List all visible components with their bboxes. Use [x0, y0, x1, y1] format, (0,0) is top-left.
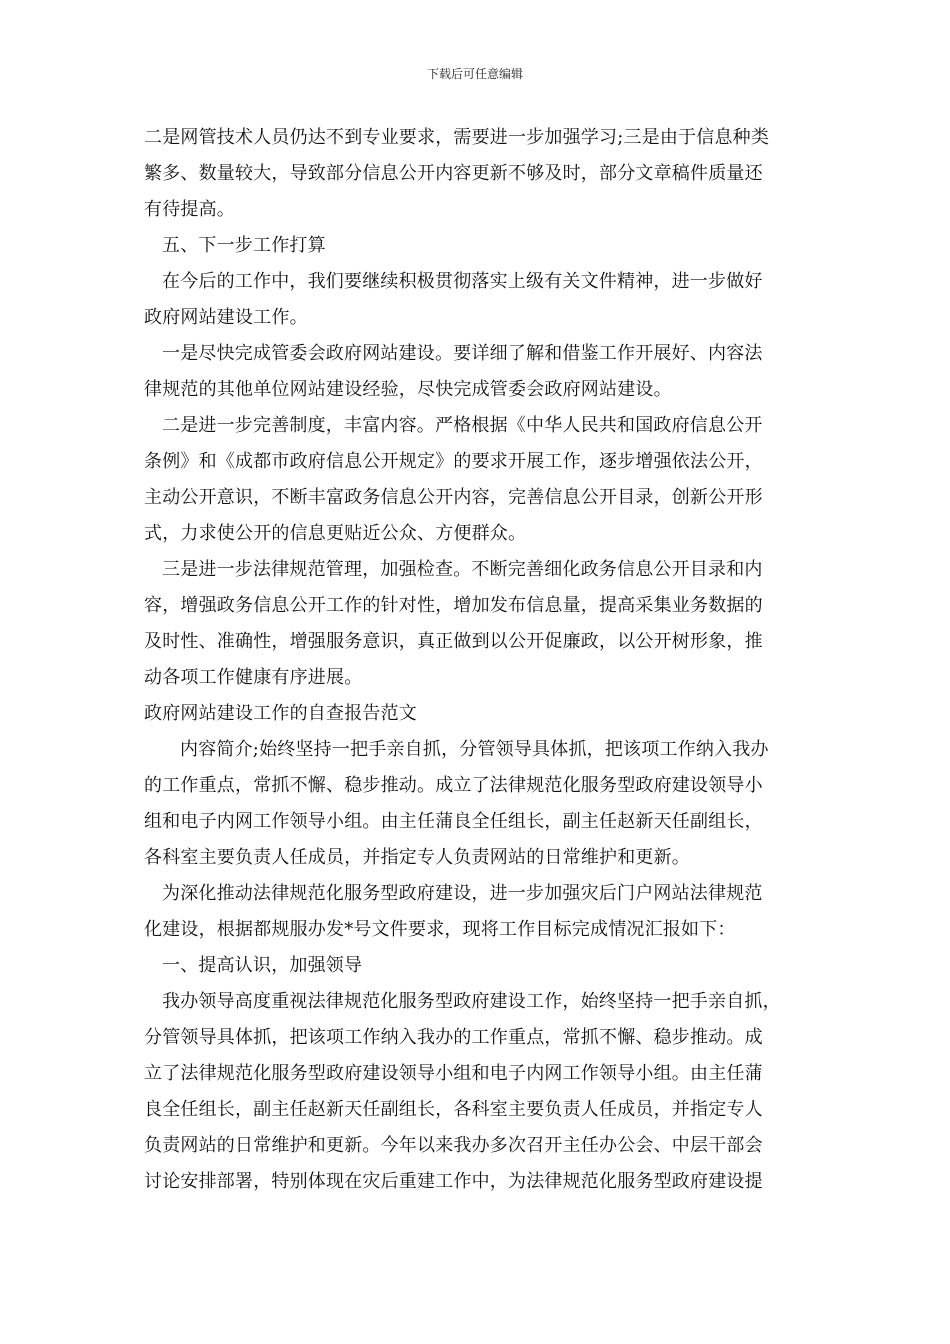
text-line: 及时性、准确性，增强服务意识，真正做到以公开促廉政，以公开树形象，推	[144, 631, 763, 652]
text-line: 良全任组长，副主任赵新天任副组长，各科室主要负责人任成员，并指定专人	[144, 1099, 763, 1120]
text-line: 一是尽快完成管委会政府网站建设。要详细了解和借鉴工作开展好、内容法	[162, 343, 763, 364]
paragraph	[144, 948, 808, 984]
text-line: 三是进一步法律规范管理，加强检查。不断完善细化政务信息公开目录和内	[162, 559, 763, 580]
text-line: 二是网管技术人员仍达不到专业要求，需要进一步加强学习;三是由于信息种类	[144, 127, 770, 148]
text-line: 讨论安排部署，特别体现在灾后重建工作中，为法律规范化服务型政府建设提	[144, 1171, 763, 1192]
text-line: 为深化推动法律规范化服务型政府建设，进一步加强灾后门户网站法律规范	[162, 883, 763, 904]
text-line: 条例》和《成都市政府信息公开规定》的要求开展工作，逐步增强依法公开，	[144, 451, 763, 472]
text-line: 负责网站的日常维护和更新。今年以来我办多次召开主任办公会、中层干部会	[144, 1135, 763, 1156]
text-line: 政府网站建设工作的自查报告范文	[144, 703, 417, 724]
text-line: 立了法律规范化服务型政府建设领导小组和电子内网工作领导小组。由主任蒲	[144, 1063, 763, 1084]
text-line: 内容简介;始终坚持一把手亲自抓，分管领导具体抓，把该项工作纳入我办	[180, 739, 769, 760]
text-line: 各科室主要负责人任成员，并指定专人负责网站的日常维护和更新。	[144, 847, 690, 868]
text-line: 组和电子内网工作领导小组。由主任蒲良全任组长，副主任赵新天任副组长，	[144, 811, 763, 832]
text-line: 二是进一步完善制度，丰富内容。严格根据《中华人民共和国政府信息公开	[162, 415, 763, 436]
paragraph	[144, 228, 808, 264]
text-line: 五、下一步工作打算	[162, 235, 326, 256]
text-line: 一、提高认识，加强领导	[162, 955, 363, 976]
text-line: 有待提高。	[144, 199, 235, 220]
paragraph	[144, 336, 808, 408]
document-body	[144, 120, 808, 1200]
text-line: 我办领导高度重视法律规范化服务型政府建设工作，始终坚持一把手亲自抓，	[162, 991, 781, 1012]
paragraph	[144, 120, 808, 228]
paragraph	[144, 732, 808, 876]
text-line: 的工作重点，常抓不懈、稳步推动。成立了法律规范化服务型政府建设领导小	[144, 775, 763, 796]
paragraph	[144, 552, 808, 696]
paragraph	[144, 264, 808, 336]
text-line: 式，力求使公开的信息更贴近公众、方便群众。	[144, 523, 527, 544]
text-line: 繁多、数量较大，导致部分信息公开内容更新不够及时，部分文章稿件质量还	[144, 163, 763, 184]
text-line: 动各项工作健康有序进展。	[144, 667, 363, 688]
text-line: 政府网站建设工作。	[144, 307, 308, 328]
page-header: 下载后可任意编辑	[426, 67, 523, 81]
text-line: 分管领导具体抓，把该项工作纳入我办的工作重点，常抓不懈、稳步推动。成	[144, 1027, 763, 1048]
text-line: 化建设，根据都规服办发*号文件要求，现将工作目标完成情况汇报如下：	[144, 919, 736, 940]
paragraph	[144, 408, 808, 552]
paragraph	[144, 876, 808, 948]
paragraph	[144, 984, 808, 1200]
paragraph	[144, 696, 808, 732]
text-line: 律规范的其他单位网站建设经验，尽快完成管委会政府网站建设。	[144, 379, 672, 400]
text-line: 容，增强政务信息公开工作的针对性，增加发布信息量，提高采集业务数据的	[144, 595, 763, 616]
text-line: 在今后的工作中，我们要继续积极贯彻落实上级有关文件精神，进一步做好	[162, 271, 763, 292]
text-line: 主动公开意识，不断丰富政务信息公开内容，完善信息公开目录，创新公开形	[144, 487, 763, 508]
